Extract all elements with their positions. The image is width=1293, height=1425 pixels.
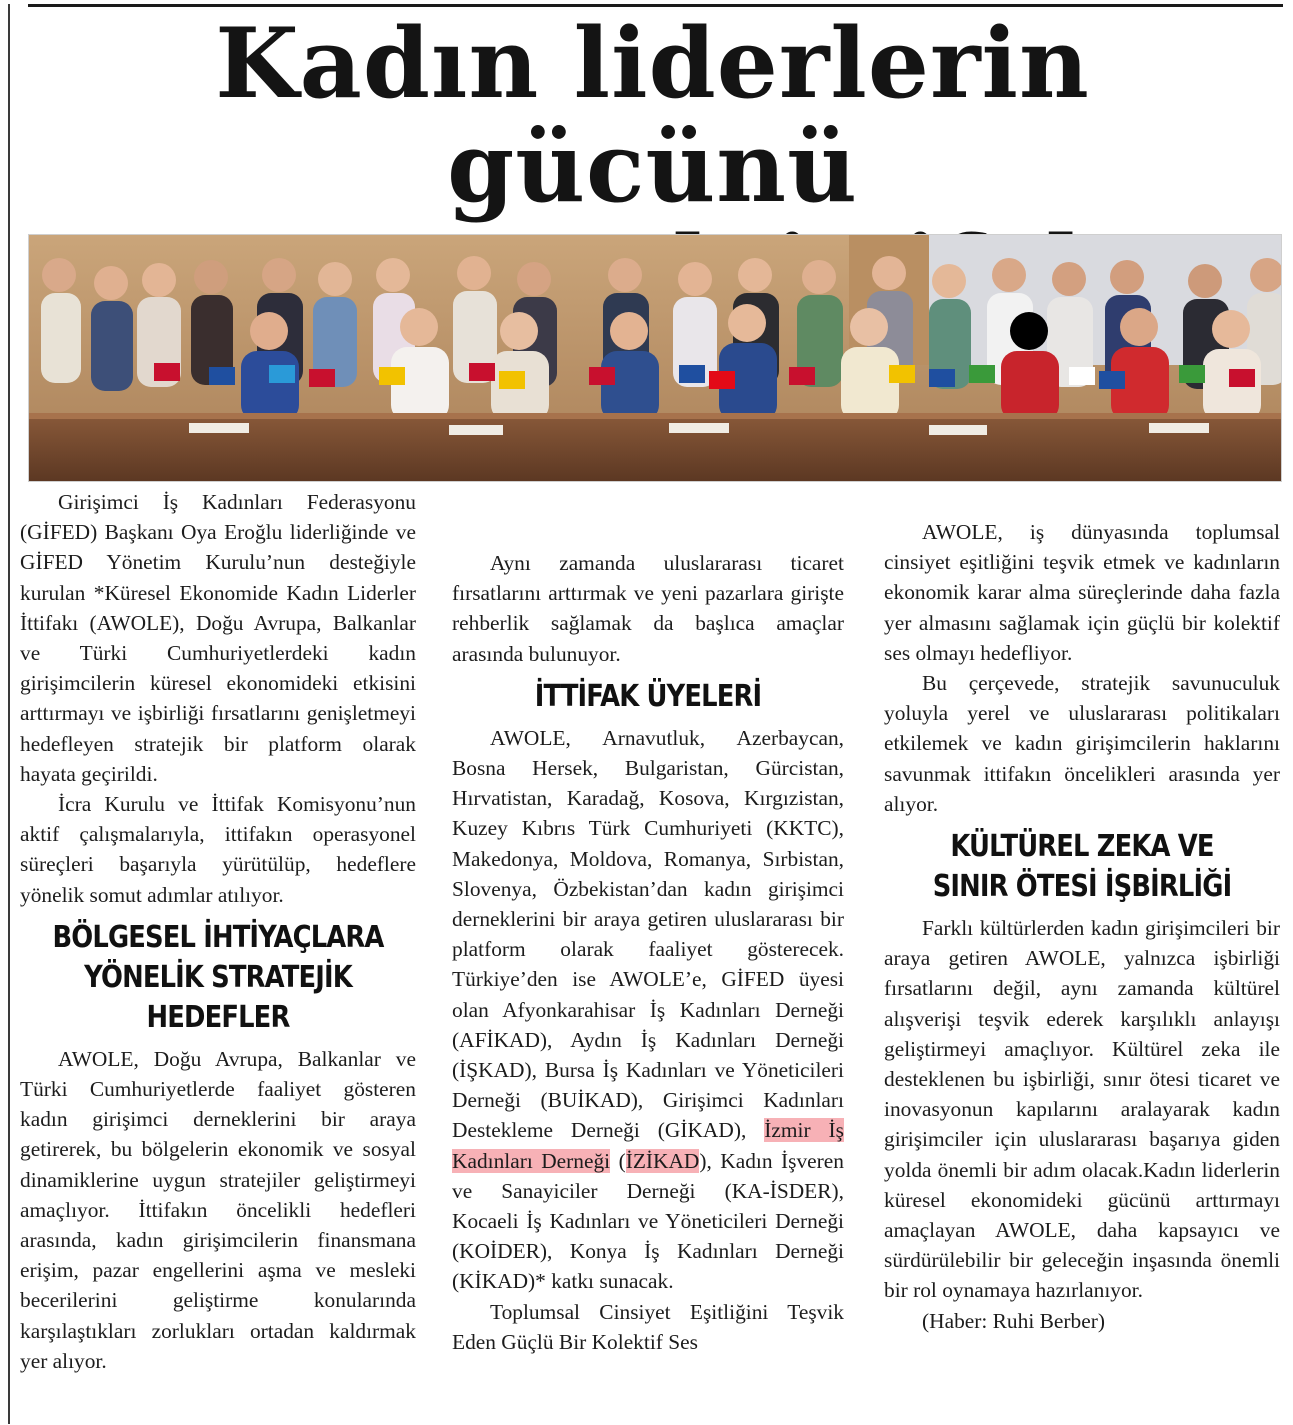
subheading-regional-goals: BÖLGESEL İHTİYAÇLARA YÖNELİK STRATEJİK HEDEFLER <box>52 919 384 1035</box>
article-paragraph-trade: Aynı zamanda uluslararası ticaret fırsatlarını arttırmak ve yeni pazarlara girişte rehberlik sağlamak da başlıca amaçlar arasında bulunuyor. <box>452 551 844 666</box>
subheading-members: İTTİFAK ÜYELERİ <box>534 678 762 714</box>
members-text-mid: ( <box>610 1148 626 1173</box>
headline-line-1: Kadın liderlerin gücünü <box>215 7 1090 224</box>
highlight-izikad: İZİKAD <box>625 1148 700 1173</box>
subheading-cultural: KÜLTÜREL ZEKA VE SINIR ÖTESİ İŞBİRLİĞİ <box>932 829 1232 905</box>
article-paragraph-operations: İcra Kurulu ve İttifak Komisyonu’nun aktif çalışmalarıyla, ittifakın operasyonel süreçleri başarıyla yürütülüp, hedeflere yönelik somut adımlar atılıyor. <box>20 792 416 907</box>
members-text-b: ), Kadın İşveren ve Sanayiciler Derneği (KA-İSDER), Kocaeli İş Kadınları ve Yöneticileri Derneği (KOİDER), Konya İş Kadınları Derneği (KİKAD)* katkı sunacak. <box>452 1148 844 1294</box>
article-paragraph-gender-heading: Toplumsal Cinsiyet Eşitliğini Teşvik Eden Güçlü Bir Kolektif Ses <box>452 1299 844 1354</box>
article-paragraph-advocacy: Bu çerçevede, stratejik savunuculuk yoluyla yerel ve uluslararası politikaları etkilemek ve kadın girişimcilerin haklarını savunmak ittifakın öncelikleri arasında yer alıyor. <box>884 671 1280 816</box>
left-column-rule <box>8 4 10 1424</box>
group-photo-illustration <box>29 235 1282 482</box>
article-paragraph-regional: AWOLE, Doğu Avrupa, Balkanlar ve Türki Cumhuriyetlerde faaliyet gösteren kadın girişimci derneklerini bir araya getirerek, bu bölgelerin ekonomik ve sosyal dinamiklerine uygun stratejiler geliştirmeyi amaçlıyor. İttifakın öncelikli hedefleri arasında, kadın girişimcilerin finansmana erişim, pazar engellerini aşma ve mesleki becerilerini geliştirme konularında karşılaştıkları zorlukları ortadan kaldırmak yer alıyor. <box>20 1046 416 1373</box>
highlight-izmir-association: İzmir İş Kadınları Derneği <box>452 1118 844 1173</box>
article-paragraph-cultural: Farklı kültürlerden kadın girişimcileri bir araya getiren AWOLE, yalnızca işbirliği fırsatlarını değil, aynı zamanda kültürel alışverişi teşvik ederek karşılıklı anlayışı geliştirmeyi amaçlıyor. Kültürel zeka ile desteklenen bu işbirliği, sınır ötesi ticaret ve inovasyonun kapılarını aralayarak kadın girişimciler için uluslararası başarıya giden yolda önemli bir adım olacak.Kadın liderlerin küresel ekonomideki gücünü arttırmayı amaçlayan AWOLE, daha kapsayıcı ve sürdürülebilir bir geleceğin inşasında önemli bir rol oynamaya hazırlanıyor. <box>884 916 1280 1303</box>
article-column-1 <box>20 487 416 1376</box>
article-column-2 <box>452 548 844 1357</box>
group-photo <box>28 234 1282 482</box>
article-signature: (Haber: Ruhi Berber) <box>922 1308 1105 1333</box>
article-paragraph-intro: Girişimci İş Kadınları Federasyonu (GİFED) Başkanı Oya Eroğlu liderliğinde ve GİFED Yönetim Kurulu’nun desteğiyle kurulan *Küresel Ekonomide Kadın Liderler İttifakı (AWOLE), Doğu Avrupa, Balkanlar ve Türki Cumhuriyetlerdeki kadın girişimcilerin küresel ekonomideki etkisini arttırmayı ve işbirliği fırsatlarını genişletmeyi hedefleyen stratejik bir platform olarak hayata geçirildi. <box>20 490 416 786</box>
article-column-3 <box>884 517 1280 1336</box>
article-paragraph-members <box>452 723 844 1297</box>
article-paragraph-gender: AWOLE, iş dünyasında toplumsal cinsiyet eşitliğini teşvik etmek ve kadınların ekonomik karar alma süreçlerinde daha fazla yer almasını sağlamak için güçlü bir kolektif ses olmayı hedefliyor. <box>884 520 1280 665</box>
members-text-a: AWOLE, Arnavutluk, Azerbaycan, Bosna Hersek, Bulgaristan, Gürcistan, Hırvatistan, Karadağ, Kosova, Kırgızistan, Kuzey Kıbrıs Türk Cumhuriyeti (KKTC), Makedonya, Moldova, Romanya, Sırbistan, Slovenya, Özbekistan’dan kadın girişimci derneklerini bir araya getiren uluslararası bir platform olarak faaliyet gösterecek. Türkiye’den ise AWOLE’e, GİFED üyesi olan Afyonkarahisar İş Kadınları Derneği (AFİKAD), Aydın İş Kadınları Derneği (İŞKAD), Bursa İş Kadınları ve Yöneticileri Derneği (BUİKAD), Girişimci Kadınları Destekleme Derneği (GİKAD), <box>452 725 844 1143</box>
